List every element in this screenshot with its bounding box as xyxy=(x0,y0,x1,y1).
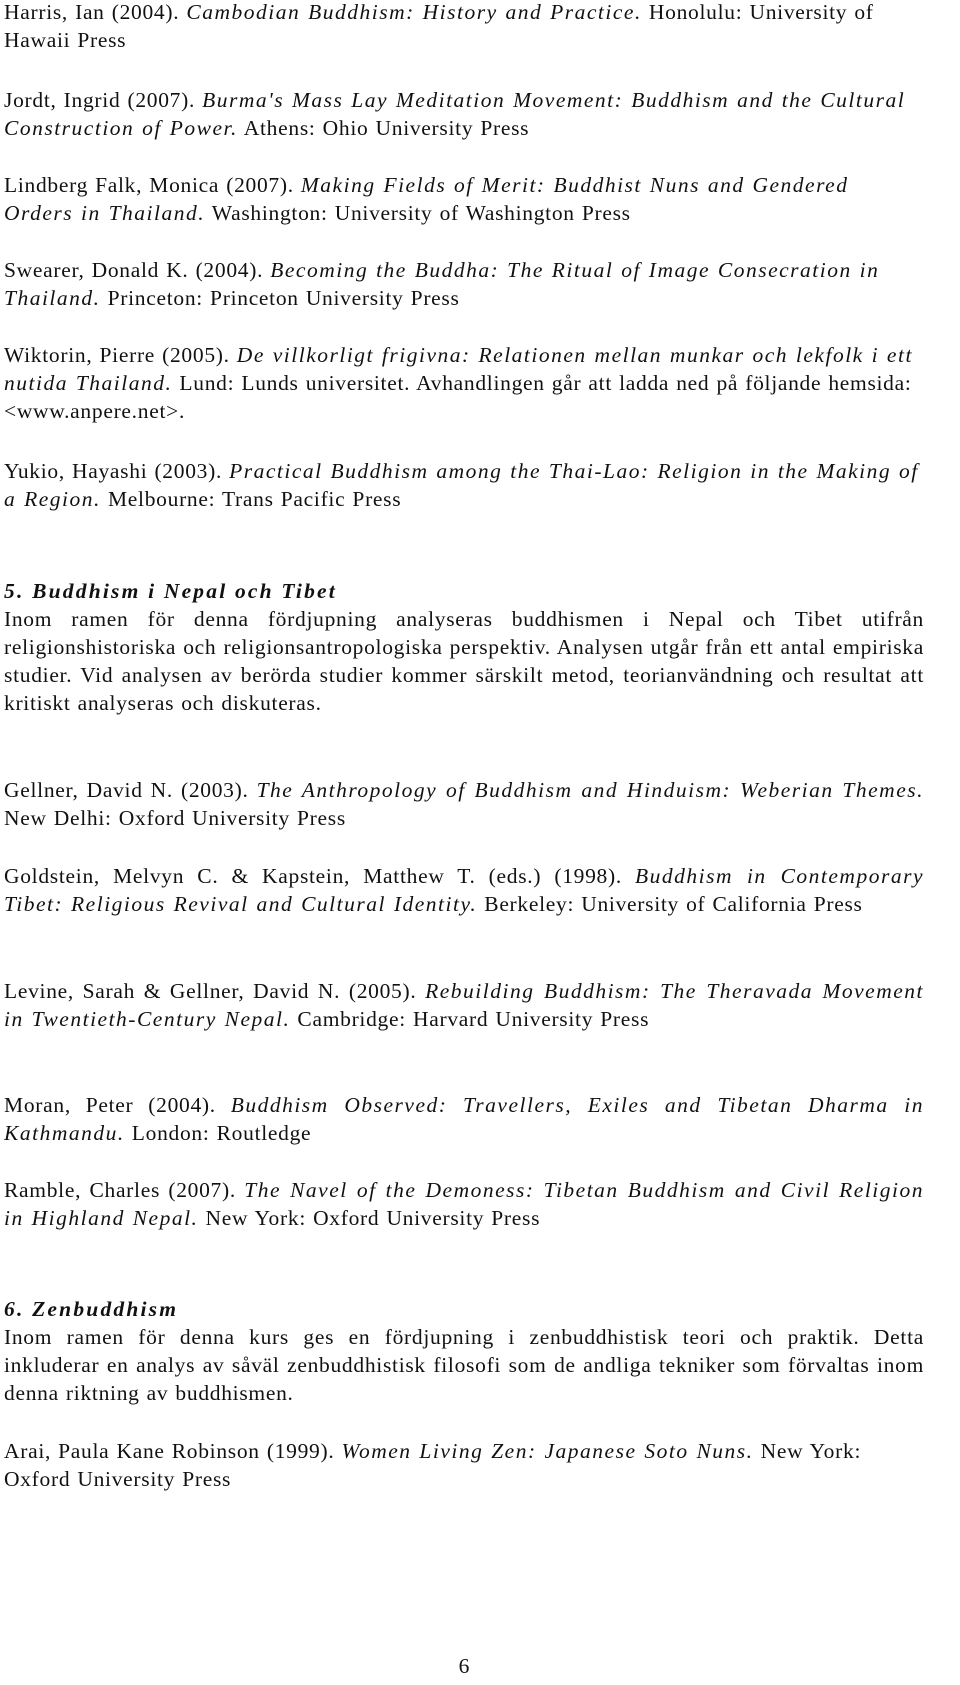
reference-gellner: Gellner, David N. (2003). The Anthropology of Buddhism and Hinduism: Weberian Themes. New Delhi: Oxford University Press xyxy=(4,778,924,830)
reference-ramble: Ramble, Charles (2007). The Navel of the Demoness: Tibetan Buddhism and Civil Religion in Highland Nepal. New York: Oxford University Press xyxy=(4,1178,924,1230)
page-number: 6 xyxy=(458,1654,470,1678)
reference-goldstein-kapstein: Goldstein, Melvyn C. & Kapstein, Matthew T. (eds.) (1998). Buddhism in Contemporary Tibet: Religious Revival and Cultural Identity. Berkeley: University of California Press xyxy=(4,864,924,916)
reference-wiktorin: Wiktorin, Pierre (2005). De villkorligt frigivna: Relationen mellan munkar och lekfolk i ett nutida Thailand. Lund: Lunds universitet. Avhandlingen går att ladda ned på följande hemsida: <www.anpere.net>. xyxy=(4,343,913,423)
reference-harris: Harris, Ian (2004). Cambodian Buddhism: History and Practice. Honolulu: University of Hawaii Press xyxy=(4,0,874,52)
reference-jordt: Jordt, Ingrid (2007). Burma's Mass Lay Meditation Movement: Buddhism and the Cultural Construction of Power. Athens: Ohio University Press xyxy=(4,88,906,140)
section-heading-6: 6. Zenbuddhism xyxy=(4,1297,179,1321)
section-6-intro: Inom ramen för denna kurs ges en fördjupning i zenbuddhistisk teori och praktik. Detta inkluderar en analys av såväl zenbuddhistisk filosofi som de andliga tekniker som förvaltas inom denna riktning av buddhismen. xyxy=(4,1325,924,1405)
reference-levine-gellner: Levine, Sarah & Gellner, David N. (2005). Rebuilding Buddhism: The Theravada Movement in Twentieth-Century Nepal. Cambridge: Harvard University Press xyxy=(4,979,924,1031)
reference-moran: Moran, Peter (2004). Buddhism Observed: Travellers, Exiles and Tibetan Dharma in Kathmandu. London: Routledge xyxy=(4,1093,925,1145)
document-page xyxy=(4,0,956,1685)
section-heading-5: 5. Buddhism i Nepal och Tibet xyxy=(4,579,337,603)
reference-lindberg-falk: Lindberg Falk, Monica (2007). Making Fields of Merit: Buddhist Nuns and Gendered Orders in Thailand. Washington: University of Washington Press xyxy=(4,173,849,225)
section-5-intro: Inom ramen för denna fördjupning analyseras buddhismen i Nepal och Tibet utifrån religionshistoriska och religionsantropologiska perspektiv. Analysen utgår från ett antal empiriska studier. Vid analysen av berörda studier kommer särskilt metod, teorianvändning och resultat att kritiskt analyseras och diskuteras. xyxy=(4,607,924,715)
reference-arai: Arai, Paula Kane Robinson (1999). Women Living Zen: Japanese Soto Nuns. New York: Oxford University Press xyxy=(4,1439,862,1491)
reference-swearer: Swearer, Donald K. (2004). Becoming the Buddha: The Ritual of Image Consecration in Thailand. Princeton: Princeton University Press xyxy=(4,258,880,310)
reference-yukio: Yukio, Hayashi (2003). Practical Buddhism among the Thai-Lao: Religion in the Making of a Region. Melbourne: Trans Pacific Press xyxy=(4,459,919,511)
